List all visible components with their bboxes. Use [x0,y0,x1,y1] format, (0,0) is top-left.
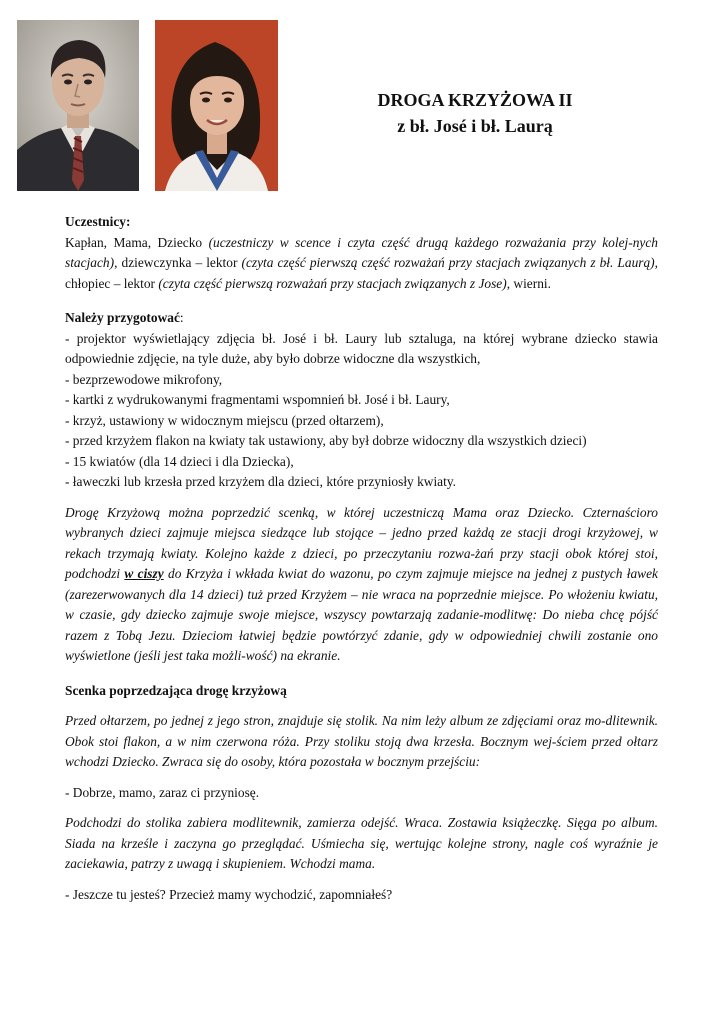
preparation-heading-colon: : [179,310,184,325]
participants-note-2: (czyta część pierwszą część rozważań przy stacjach związanych z bł. Laurą) [241,255,655,270]
document-body [65,212,658,905]
preparation-heading-text: Należy przygotować [65,310,180,325]
scene-heading: Scenka poprzedzająca drogę krzyżową [65,682,287,698]
participants-text-1: Kapłan, Mama, Dziecko [65,234,209,250]
preparation-item: - kartki z wydrukowanymi fragmentami wspomnień bł. José i bł. Laury, [65,392,450,407]
scene-paragraph-2: Podchodzi do stolika zabiera modlitewnik, zamierza odejść. Wraca. Zostawia książeczkę. Sięga po album. Siada na krześle i zaczyna go przeglądać. Uśmiecha się, wertując kolejne strony, nagle coś wyraźnie je zaciekawia, patrzy z uwagą i skupieniem. Wchodzi mama. [65,815,658,871]
intro-emphasis: w ciszy [124,566,164,581]
scene-paragraph-1: Przed ołtarzem, po jednej z jego stron, znajduje się stolik. Na nim leży album ze zdjęciami oraz mo-dlitewnik. Obok stoi flakon, a w nim czerwona róża. Przy stoliku stoją dwa krzesła. Bocznym wej-ściem przed ołtarz wchodzi Dziecko. Zwraca się do osoby, która pozostała w bocznym przejściu: [65,713,658,769]
preparation-item: - przed krzyżem flakon na kwiaty tak ustawiony, aby był dobrze widoczny dla wszystkich dzieci) [65,433,587,448]
preparation-item: - projektor wyświetlający zdjęcia bł. José i bł. Laury lub sztaluga, na której wybrane dziecko stawia odpowiednie zdjęcie, na tyle duże, aby było dobrze widoczne dla wszystkich, [65,330,658,366]
intro-text-1: Drogę Krzyżową można poprzedzić scenką, w której uczestniczą Mama oraz Dziecko. Czternaścioro wybranych dzieci zajmuje miejsca siedzące lub stojące – jedno przed każdą ze stacji drogi krzyżowej, w rekach trzymają kwiaty. Kolejno każde z dzieci, po przeczytaniu rozwa-żań przy stacji obok której stoi, podchodzi [65,504,658,581]
scene-dialogue-1: - Dobrze, mamo, zaraz ci przyniosę. [65,784,260,800]
intro-text-2: do Krzyża i wkłada kwiat do wazonu, po czym zajmuje miejsce na jednej z pustych ławek (zarezerwowanych dla 14 dzieci) tuż przed Krzyżem – nie wraca na poprzednie miejsce. Po włożeniu kwiatu, w czasie, gdy dziecko zajmuje swoje miejsce, wszyscy powtarzają zadanie-modlitwę: Do nieba chcę pójść razem z Tobą Jezu. Dzieciom łatwiej będzie powtórzyć zdanie, gdy w odpowiedniej chwili zostanie ono wyświetlone (jeśli jest taka możli-wość) na ekranie. [65,566,658,663]
scene-dialogue-2: - Jeszcze tu jesteś? Przecież mamy wychodzić, zapomniałeś? [65,886,393,902]
document-title: DROGA KRZYŻOWA II [377,90,573,110]
preparation-item: - 15 kwiatów (dla 14 dzieci i dla Dziecka), [65,453,294,469]
participants-note-1: (uczestniczy w scence i czyta część drugą każdego rozważania przy kolej-nych stacjach) [65,234,658,270]
participants-note-3: (czyta część pierwszą rozważań przy stacjach związanych z Jose) [158,275,507,291]
preparation-item: - krzyż, ustawiony w widocznym miejscu (przed ołtarzem), [65,412,384,428]
intro-paragraph [65,503,658,667]
participants-text [65,233,658,295]
participants-heading: Uczestnicy: [65,214,131,229]
preparation-heading [65,308,658,329]
participants-text-4: , wierni. [506,275,551,291]
document-subtitle: z bł. José i bł. Laurą [397,116,553,136]
participants-text-2: , dziewczynka – lektor [114,255,242,270]
preparation-item: - bezprzewodowe mikrofony, [65,371,223,387]
photo-blessed-jose [17,20,139,191]
photo-blessed-laura [155,20,278,191]
preparation-item: - ławeczki lub krzesła przed krzyżem dla dzieci, które przyniosły kwiaty. [65,474,457,489]
participants-text-3: , chłopiec – lektor [65,255,658,291]
